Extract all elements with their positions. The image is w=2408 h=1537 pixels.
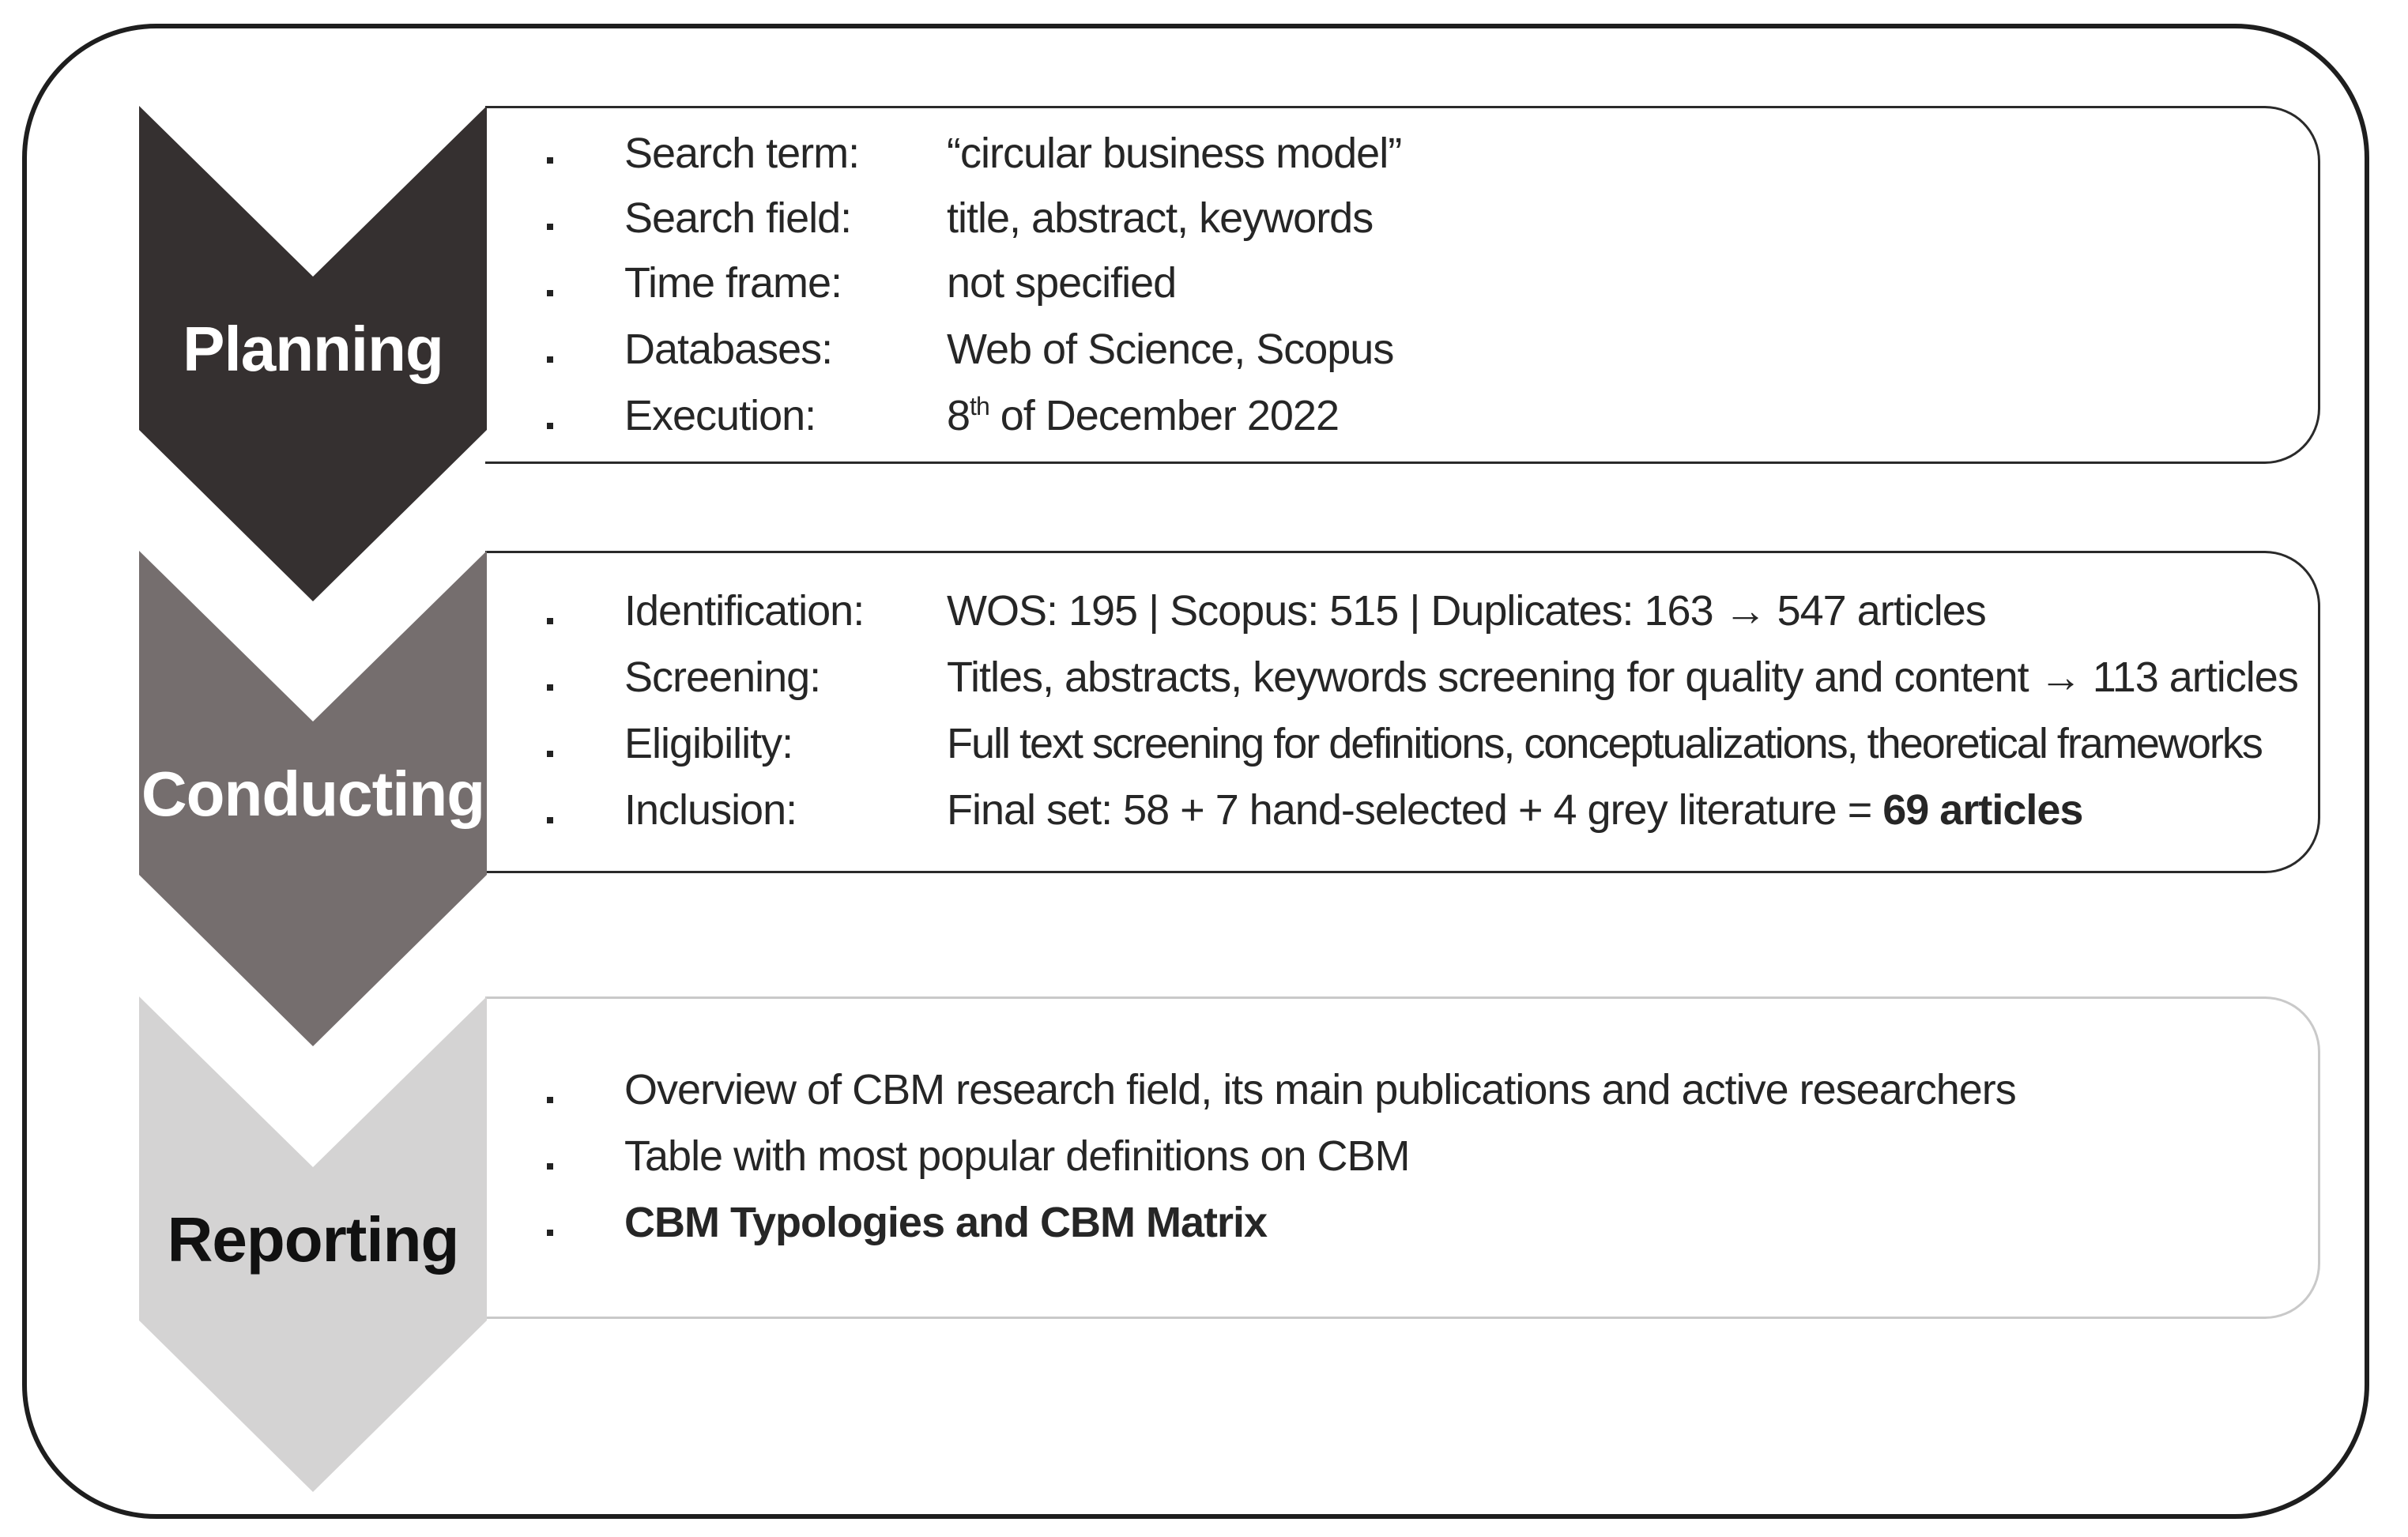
item-value: title, abstract, keywords (947, 194, 1374, 242)
item-label: Search field: (624, 194, 852, 242)
item-label: Eligibility: (624, 720, 793, 767)
bullet (547, 817, 553, 823)
reporting-chevron (139, 996, 487, 1492)
bullet (547, 157, 553, 164)
conducting-chevron (139, 551, 487, 1046)
bullet (547, 1163, 553, 1170)
planning-box (485, 106, 2320, 464)
item-text: Overview of CBM research field, its main publications and active researchers (624, 1066, 2016, 1113)
bullet (547, 751, 553, 757)
item-label: Search term: (624, 130, 860, 177)
bullet (547, 423, 553, 429)
item-label: Identification: (624, 587, 865, 635)
item-value: WOS: 195 | Scopus: 515 | Duplicates: 163 → 547 articles (947, 587, 1986, 635)
item-label: Inclusion: (624, 786, 797, 834)
bullet (547, 224, 553, 230)
bullet (547, 1097, 553, 1103)
inclusion-text: Final set: 58 + 7 hand-selected + 4 grey literature = (947, 786, 1883, 834)
item-label: Time frame: (624, 259, 842, 307)
planning-chevron (139, 106, 487, 601)
bullet (547, 290, 553, 296)
item-text: CBM Typologies and CBM Matrix (624, 1199, 1268, 1246)
item-value (947, 391, 1339, 440)
item-value: not specified (947, 259, 1177, 307)
execution-day: 8 (947, 392, 970, 439)
item-label: Screening: (624, 654, 821, 701)
item-value: Full text screening for definitions, conceptualizations, theoretical frameworks (947, 720, 2262, 767)
item-value: Web of Science, Scopus (947, 326, 1394, 373)
execution-rest: of December 2022 (989, 392, 1339, 439)
bullet (547, 684, 553, 691)
item-value (947, 785, 2082, 834)
item-value: Titles, abstracts, keywords screening for quality and content → 113 articles (947, 654, 2298, 701)
planning-label: Planning (183, 314, 443, 384)
reporting-box (485, 996, 2320, 1319)
conducting-label: Conducting (141, 759, 485, 829)
execution-day-suffix: th (970, 392, 989, 420)
inclusion-total: 69 articles (1882, 786, 2083, 834)
item-label: Execution: (624, 392, 816, 439)
item-value: “circular business model” (947, 130, 1402, 177)
item-label: Databases: (624, 326, 833, 373)
bullet (547, 618, 553, 624)
bullet (547, 356, 553, 363)
item-text: Table with most popular definitions on CBM (624, 1132, 1410, 1180)
bullet (547, 1230, 553, 1236)
conducting-box (485, 551, 2320, 873)
reporting-label: Reporting (167, 1204, 459, 1275)
